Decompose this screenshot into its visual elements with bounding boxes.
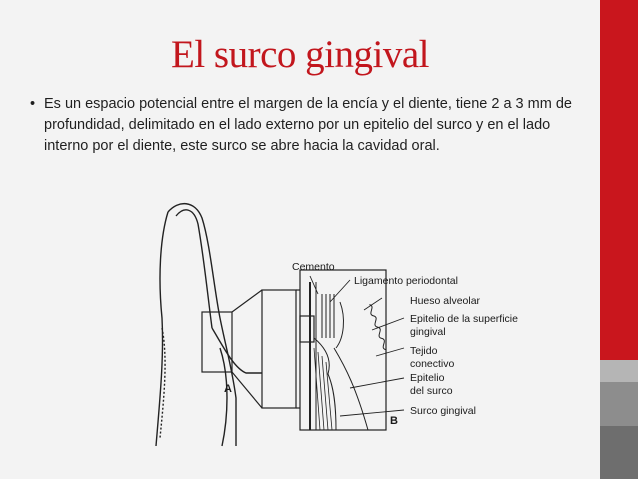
label-tejido-2: conectivo	[410, 358, 455, 370]
label-panel-a: A	[224, 383, 232, 395]
accent-sidebar	[600, 0, 638, 479]
label-epitelio-surco-1: Epitelio	[410, 372, 445, 384]
label-surco-gingival: Surco gingival	[410, 405, 476, 417]
tooth-outline-panel-a	[156, 204, 262, 446]
label-panel-b: B	[390, 415, 398, 427]
gingival-sulcus-diagram	[150, 198, 590, 448]
panel-b-frame	[300, 270, 386, 430]
accent-bar-gray-light	[600, 360, 638, 382]
label-ligamento-periodontal: Ligamento periodontal	[354, 275, 458, 287]
tissue-detail-panel-b	[310, 282, 387, 430]
label-epitelio-superficie-1: Epitelio de la superficie	[410, 313, 518, 325]
label-tejido-1: Tejido	[410, 345, 438, 357]
label-epitelio-superficie-2: gingival	[410, 326, 446, 338]
bullet-marker: •	[30, 96, 36, 112]
label-epitelio-surco-2: del surco	[410, 385, 453, 397]
label-hueso-alveolar: Hueso alveolar	[410, 295, 481, 307]
accent-bar-gray-mid	[600, 382, 638, 426]
accent-bar-gray-dark	[600, 426, 638, 479]
bullet-paragraph	[30, 94, 574, 157]
slide-title: El surco gingival	[171, 33, 429, 76]
zoom-connector	[232, 290, 300, 408]
label-cemento: Cemento	[292, 261, 335, 273]
accent-bar-red	[600, 0, 638, 360]
bullet-text: Es un espacio potencial entre el margen de la encía y el diente, tiene 2 a 3 mm de profundidad, delimitado en el lado externo por un epitelio del surco y en el lado interno por el diente, este surco se abre hacia la cavidad oral.	[44, 96, 572, 154]
